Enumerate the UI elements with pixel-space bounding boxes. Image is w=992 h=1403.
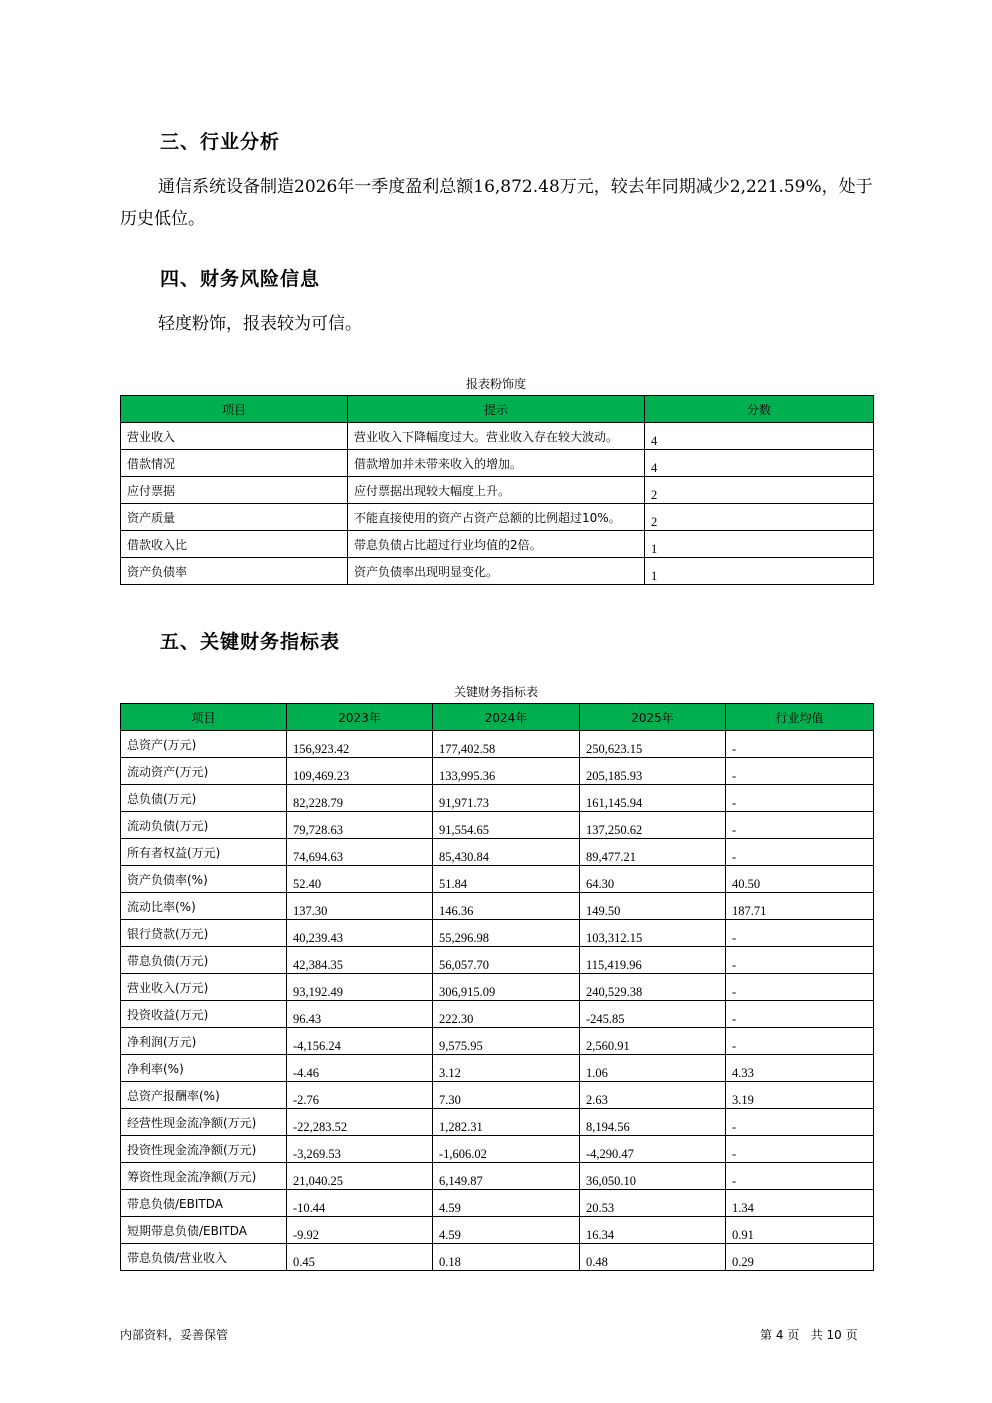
risk-table-cell: 带息负债占比超过行业均值的2倍。	[348, 531, 645, 558]
risk-table-cell: 营业收入	[121, 423, 348, 450]
metrics-table-cell: 205,185.93	[580, 758, 726, 785]
metrics-table-cell: 0.18	[433, 1244, 580, 1271]
table-row	[121, 1163, 874, 1190]
risk-table	[120, 395, 874, 585]
metrics-table-cell: 137,250.62	[580, 812, 726, 839]
risk-table-cell: 借款情况	[121, 450, 348, 477]
metrics-table-cell: 6,149.87	[433, 1163, 580, 1190]
metrics-table-cell: 所有者权益(万元)	[121, 839, 287, 866]
metrics-table-cell: 115,419.96	[580, 947, 726, 974]
risk-table-cell: 应付票据	[121, 477, 348, 504]
metrics-table-cell: 8,194.56	[580, 1109, 726, 1136]
metrics-table-cell: 156,923.42	[287, 731, 433, 758]
metrics-table-cell: 总负债(万元)	[121, 785, 287, 812]
metrics-table-cell: 0.29	[726, 1244, 874, 1271]
table-row	[121, 558, 874, 585]
metrics-header-cell: 项目	[121, 704, 287, 731]
metrics-table-cell: 79,728.63	[287, 812, 433, 839]
table-row	[121, 1244, 874, 1271]
metrics-table-cell: 161,145.94	[580, 785, 726, 812]
metrics-table-cell: -	[726, 974, 874, 1001]
metrics-table-cell: -	[726, 1136, 874, 1163]
metrics-table-cell: 74,694.63	[287, 839, 433, 866]
risk-header-cell: 分数	[645, 396, 874, 423]
metrics-table-cell: 177,402.58	[433, 731, 580, 758]
risk-table-cell: 1	[645, 558, 874, 585]
metrics-table-cell: 40.50	[726, 866, 874, 893]
metrics-table-cell: -1,606.02	[433, 1136, 580, 1163]
section-heading-industry: 三、行业分析	[160, 131, 281, 153]
metrics-header-cell: 2023年	[287, 704, 433, 731]
metrics-table-cell: -4.46	[287, 1055, 433, 1082]
risk-table-caption: 报表粉饰度	[465, 377, 526, 391]
risk-table-cell: 4	[645, 423, 874, 450]
table-row	[121, 974, 874, 1001]
metrics-table-cell: 3.12	[433, 1055, 580, 1082]
metrics-table-cell: 21,040.25	[287, 1163, 433, 1190]
metrics-table-cell: 16.34	[580, 1217, 726, 1244]
risk-table-cell: 借款收入比	[121, 531, 348, 558]
metrics-header-cell: 行业均值	[726, 704, 874, 731]
table-row	[121, 1055, 874, 1082]
metrics-table-cell: 营业收入(万元)	[121, 974, 287, 1001]
metrics-table-cell: 250,623.15	[580, 731, 726, 758]
metrics-table-cell: 51.84	[433, 866, 580, 893]
risk-header-cell: 项目	[121, 396, 348, 423]
metrics-table-cell: 42,384.35	[287, 947, 433, 974]
table-row	[121, 1001, 874, 1028]
metrics-table-cell: 总资产(万元)	[121, 731, 287, 758]
industry-text: 通信系统设备制造2026年一季度盈利总额16,872.48万元，较去年同期减少2,221.59%，处于历史低位。	[120, 177, 873, 229]
metrics-table-cell: 7.30	[433, 1082, 580, 1109]
metrics-table-cell: 0.91	[726, 1217, 874, 1244]
metrics-table-cell: -	[726, 731, 874, 758]
metrics-table-cell: -2.76	[287, 1082, 433, 1109]
table-row	[121, 785, 874, 812]
table-row	[121, 1028, 874, 1055]
metrics-table-cell: 净利润(万元)	[121, 1028, 287, 1055]
risk-text: 轻度粉饰，报表较为可信。	[158, 314, 362, 334]
metrics-table-cell: 109,469.23	[287, 758, 433, 785]
metrics-table-cell: 82,228.79	[287, 785, 433, 812]
risk-table-cell: 借款增加并未带来收入的增加。	[348, 450, 645, 477]
table-row	[121, 1082, 874, 1109]
table-row	[121, 866, 874, 893]
risk-table-cell: 资产质量	[121, 504, 348, 531]
metrics-table-cell: 4.33	[726, 1055, 874, 1082]
metrics-table-cell: 52.40	[287, 866, 433, 893]
metrics-table-cell: 流动资产(万元)	[121, 758, 287, 785]
table-row	[121, 1136, 874, 1163]
metrics-table-cell: 149.50	[580, 893, 726, 920]
metrics-table-cell: -	[726, 812, 874, 839]
risk-table-cell: 应付票据出现较大幅度上升。	[348, 477, 645, 504]
metrics-table-cell: -	[726, 758, 874, 785]
metrics-table-cell: 20.53	[580, 1190, 726, 1217]
metrics-table-cell: -	[726, 1001, 874, 1028]
metrics-table-cell: -9.92	[287, 1217, 433, 1244]
metrics-table-cell: 40,239.43	[287, 920, 433, 947]
metrics-table-cell: 流动负债(万元)	[121, 812, 287, 839]
metrics-table-header	[121, 704, 874, 731]
metrics-table-cell: 222.30	[433, 1001, 580, 1028]
risk-table-cell: 2	[645, 504, 874, 531]
metrics-table-cell: 91,971.73	[433, 785, 580, 812]
metrics-table-cell: -22,283.52	[287, 1109, 433, 1136]
table-row	[121, 1190, 874, 1217]
section-heading-risk: 四、财务风险信息	[160, 268, 321, 290]
metrics-header-cell: 2024年	[433, 704, 580, 731]
metrics-table-cell: 240,529.38	[580, 974, 726, 1001]
metrics-table-cell: 总资产报酬率(%)	[121, 1082, 287, 1109]
table-row	[121, 504, 874, 531]
risk-table-cell: 资产负债率出现明显变化。	[348, 558, 645, 585]
metrics-table-cell: 1,282.31	[433, 1109, 580, 1136]
table-row	[121, 758, 874, 785]
metrics-table-cell: 1.34	[726, 1190, 874, 1217]
metrics-table-cell: 短期带息负债/EBITDA	[121, 1217, 287, 1244]
table-row	[121, 450, 874, 477]
metrics-table-cell: -	[726, 1163, 874, 1190]
metrics-table-cell: -	[726, 785, 874, 812]
metrics-table-cell: 流动比率(%)	[121, 893, 287, 920]
table-row	[121, 920, 874, 947]
metrics-table-cell: 56,057.70	[433, 947, 580, 974]
footer-confidential: 内部资料，妥善保管	[120, 1328, 229, 1342]
metrics-table-cell: 投资收益(万元)	[121, 1001, 287, 1028]
risk-paragraph	[120, 308, 878, 340]
metrics-table-cell: 36,050.10	[580, 1163, 726, 1190]
risk-table-cell: 4	[645, 450, 874, 477]
metrics-table-cell: 93,192.49	[287, 974, 433, 1001]
metrics-table-cell: 0.45	[287, 1244, 433, 1271]
metrics-table-cell: 64.30	[580, 866, 726, 893]
metrics-table-cell: 经营性现金流净额(万元)	[121, 1109, 287, 1136]
metrics-table-cell: 筹资性现金流净额(万元)	[121, 1163, 287, 1190]
risk-table-cell: 1	[645, 531, 874, 558]
table-row	[121, 1217, 874, 1244]
metrics-table-cell: 带息负债/EBITDA	[121, 1190, 287, 1217]
section-heading-key-metrics: 五、关键财务指标表	[160, 631, 341, 653]
table-row	[121, 731, 874, 758]
metrics-table-cell: 103,312.15	[580, 920, 726, 947]
risk-header-cell: 提示	[348, 396, 645, 423]
metrics-table-cell: 2,560.91	[580, 1028, 726, 1055]
metrics-table-cell: 137.30	[287, 893, 433, 920]
metrics-table-cell: 0.48	[580, 1244, 726, 1271]
metrics-table-cell: 净利率(%)	[121, 1055, 287, 1082]
table-row	[121, 423, 874, 450]
risk-table-cell: 营业收入下降幅度过大。营业收入存在较大波动。	[348, 423, 645, 450]
metrics-table-cell: 资产负债率(%)	[121, 866, 287, 893]
metrics-table-cell: 146.36	[433, 893, 580, 920]
table-row	[121, 477, 874, 504]
metrics-table-cell: 1.06	[580, 1055, 726, 1082]
metrics-table-cell: 85,430.84	[433, 839, 580, 866]
metrics-header-cell: 2025年	[580, 704, 726, 731]
metrics-table-cell: -	[726, 1109, 874, 1136]
metrics-table-cell: 3.19	[726, 1082, 874, 1109]
risk-table-cell: 不能直接使用的资产占资产总额的比例超过10%。	[348, 504, 645, 531]
metrics-table-cell: -	[726, 839, 874, 866]
metrics-table-cell: -	[726, 920, 874, 947]
table-row	[121, 893, 874, 920]
metrics-table-cell: 187.71	[726, 893, 874, 920]
metrics-table-cell: 带息负债(万元)	[121, 947, 287, 974]
metrics-table-cell: -	[726, 947, 874, 974]
metrics-table-cell: 133,995.36	[433, 758, 580, 785]
metrics-table-cell: 91,554.65	[433, 812, 580, 839]
metrics-table-cell: 306,915.09	[433, 974, 580, 1001]
footer-page-number: 第 4 页 共 10 页	[760, 1328, 858, 1342]
metrics-table-cell: -	[726, 1028, 874, 1055]
table-row	[121, 812, 874, 839]
metrics-table-caption: 关键财务指标表	[453, 685, 538, 699]
metrics-table-cell: -245.85	[580, 1001, 726, 1028]
metrics-table	[120, 703, 874, 1271]
table-row	[121, 1109, 874, 1136]
metrics-table-cell: 银行贷款(万元)	[121, 920, 287, 947]
metrics-table-cell: 89,477.21	[580, 839, 726, 866]
metrics-table-cell: -4,156.24	[287, 1028, 433, 1055]
metrics-table-cell: 4.59	[433, 1217, 580, 1244]
metrics-table-cell: 4.59	[433, 1190, 580, 1217]
metrics-table-cell: 55,296.98	[433, 920, 580, 947]
risk-table-cell: 2	[645, 477, 874, 504]
metrics-table-cell: 带息负债/营业收入	[121, 1244, 287, 1271]
metrics-table-cell: 投资性现金流净额(万元)	[121, 1136, 287, 1163]
table-row	[121, 839, 874, 866]
table-row	[121, 531, 874, 558]
metrics-table-cell: 96.43	[287, 1001, 433, 1028]
industry-paragraph	[120, 171, 878, 235]
metrics-table-cell: 2.63	[580, 1082, 726, 1109]
metrics-table-cell: 9,575.95	[433, 1028, 580, 1055]
metrics-table-cell: -10.44	[287, 1190, 433, 1217]
metrics-table-cell: -3,269.53	[287, 1136, 433, 1163]
metrics-table-cell: -4,290.47	[580, 1136, 726, 1163]
risk-table-cell: 资产负债率	[121, 558, 348, 585]
risk-table-header	[121, 396, 874, 423]
table-row	[121, 947, 874, 974]
